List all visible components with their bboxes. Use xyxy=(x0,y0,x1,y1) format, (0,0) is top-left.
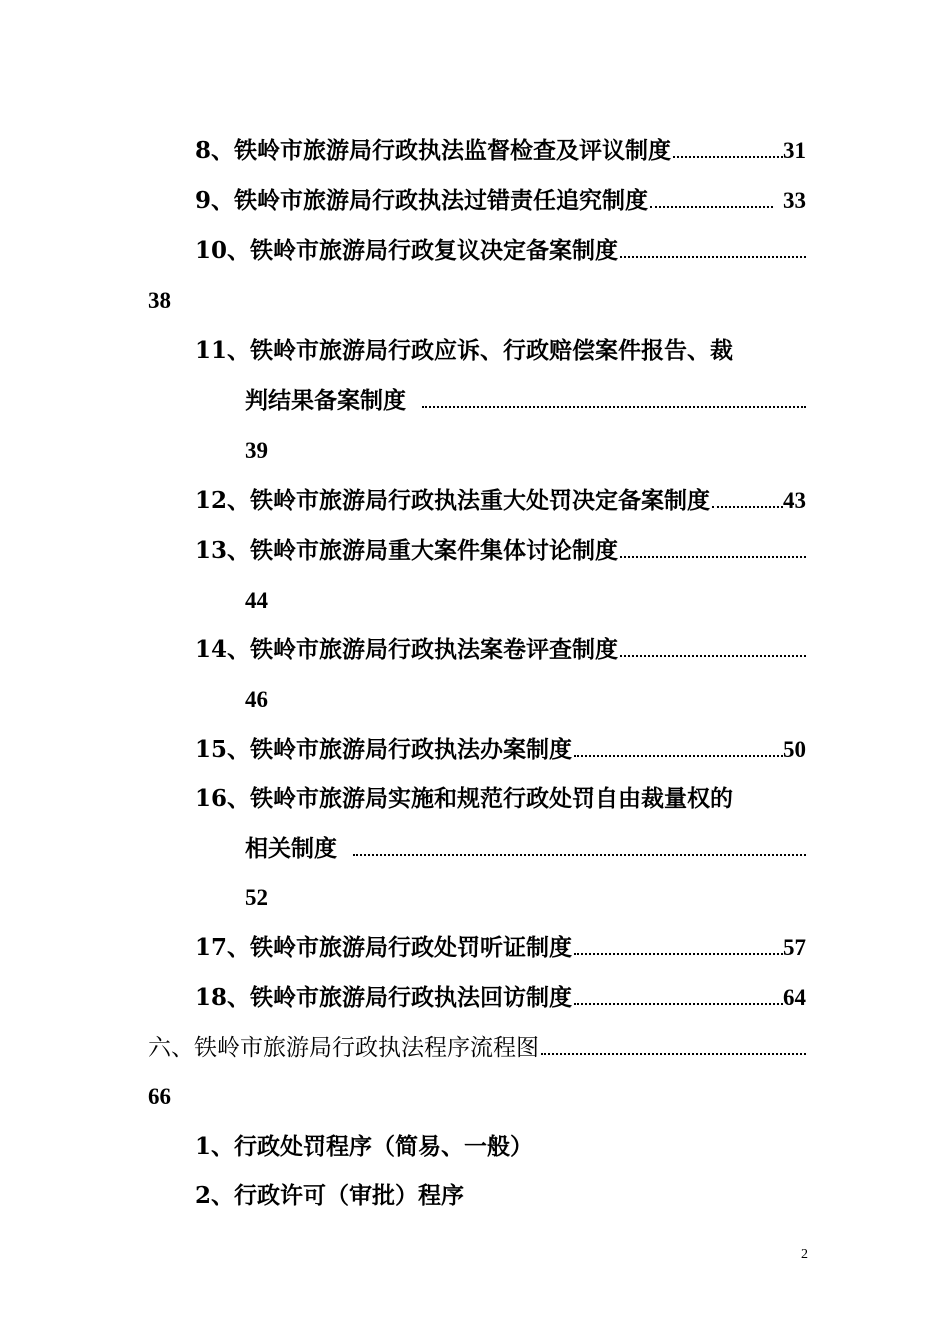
toc-entry-title: 9、铁岭市旅游局行政执法过错责任追究制度 xyxy=(195,187,649,214)
toc-entry-page: 46 xyxy=(245,687,268,712)
toc-entry-title: 8、铁岭市旅游局行政执法监督检查及评议制度 xyxy=(195,137,672,164)
toc-section-6-item-2[interactable] xyxy=(195,1176,806,1216)
toc-entry-title: 14、铁岭市旅游局行政执法案卷评查制度 xyxy=(195,636,619,663)
toc-entry-title: 1、行政处罚程序（简易、一般） xyxy=(195,1133,534,1160)
toc-entry-15[interactable] xyxy=(195,730,806,770)
toc-section-6-item-1[interactable] xyxy=(195,1127,806,1167)
toc-entry-page: 44 xyxy=(245,588,268,613)
toc-entry-title: 18、铁岭市旅游局行政执法回访制度 xyxy=(195,984,573,1011)
toc-entry-title: 相关制度 xyxy=(245,835,337,862)
dot-leader xyxy=(650,206,773,208)
dot-leader xyxy=(574,755,783,757)
toc-entry-page: 50 xyxy=(783,737,806,762)
toc-entry-18[interactable] xyxy=(195,978,806,1018)
toc-entry-title: 判结果备案制度 xyxy=(245,387,406,414)
toc-entry-16[interactable] xyxy=(195,779,806,819)
dot-leader xyxy=(353,854,806,856)
toc-entry-title: 13、铁岭市旅游局重大案件集体讨论制度 xyxy=(195,537,619,564)
toc-entry-title: 16、铁岭市旅游局实施和规范行政处罚自由裁量权的 xyxy=(195,785,734,812)
toc-entry-title: 12、铁岭市旅游局行政执法重大处罚决定备案制度 xyxy=(195,487,711,514)
dot-leader xyxy=(574,953,783,955)
toc-entry-page: 39 xyxy=(245,438,268,463)
toc-entry-11-cont[interactable] xyxy=(245,381,806,421)
page-number: 2 xyxy=(801,1247,808,1262)
toc-section-6[interactable] xyxy=(148,1028,806,1068)
toc-entry-page: 52 xyxy=(245,885,268,910)
dot-leader xyxy=(620,256,806,258)
dot-leader xyxy=(541,1053,806,1055)
toc-entry-title: 10、铁岭市旅游局行政复议决定备案制度 xyxy=(195,237,619,264)
toc-entry-13[interactable] xyxy=(195,531,806,571)
toc-entry-title: 11、铁岭市旅游局行政应诉、行政赔偿案件报告、裁 xyxy=(195,337,734,364)
dot-leader xyxy=(673,156,783,158)
toc-entry-page: 66 xyxy=(148,1084,171,1109)
toc-entry-page: 64 xyxy=(783,985,806,1010)
toc-entry-page: 31 xyxy=(783,138,806,163)
toc-entry-17[interactable] xyxy=(195,928,806,968)
dot-leader xyxy=(422,406,806,408)
toc-entry-page: 43 xyxy=(783,488,806,513)
toc-entry-title: 17、铁岭市旅游局行政处罚听证制度 xyxy=(195,934,573,961)
toc-entry-page: 33 xyxy=(783,188,806,213)
dot-leader xyxy=(620,556,806,558)
toc-entry-page: 38 xyxy=(148,288,171,313)
toc-entry-12[interactable] xyxy=(195,481,806,521)
toc-entry-8[interactable] xyxy=(195,131,806,171)
dot-leader xyxy=(620,655,806,657)
dot-leader xyxy=(574,1003,783,1005)
toc-entry-9[interactable] xyxy=(195,181,806,221)
toc-entry-title: 六、铁岭市旅游局行政执法程序流程图 xyxy=(148,1035,539,1061)
toc-entry-page: 57 xyxy=(783,935,806,960)
toc-entry-11[interactable] xyxy=(195,331,806,371)
toc-entry-10[interactable] xyxy=(195,231,806,271)
toc-entry-title: 15、铁岭市旅游局行政执法办案制度 xyxy=(195,736,573,763)
dot-leader xyxy=(712,506,783,508)
toc-entry-16-cont[interactable] xyxy=(245,829,806,869)
toc-entry-title: 2、行政许可（审批）程序 xyxy=(195,1182,465,1209)
toc-entry-14[interactable] xyxy=(195,630,806,670)
